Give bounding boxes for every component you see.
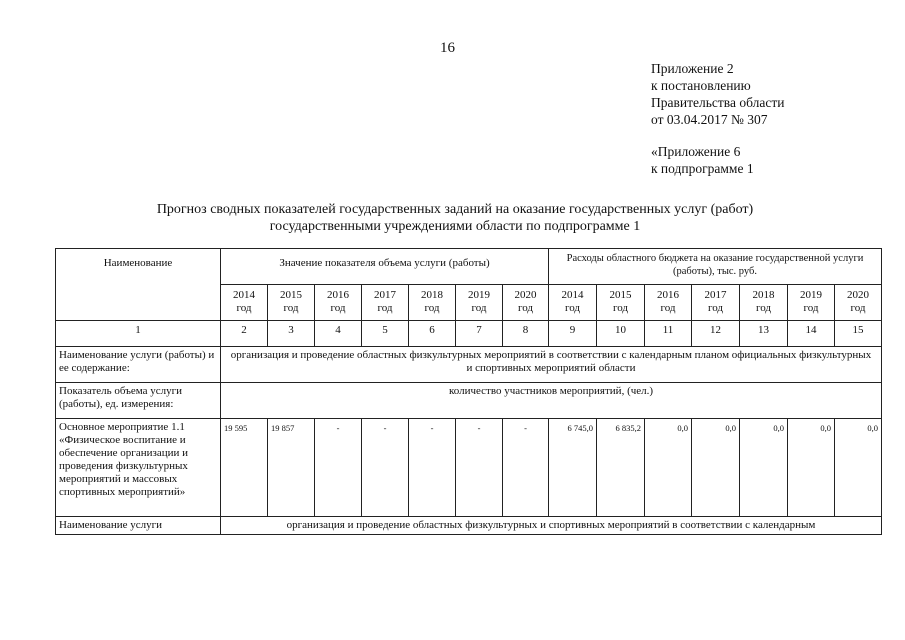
- header-name: Наименование: [56, 249, 221, 321]
- next-service-value: организация и проведение областных физкультурных и спортивных мероприятий в соответствии с календарным: [221, 517, 882, 535]
- year-cell: 2014 год: [549, 285, 597, 321]
- year-cell: 2018 год: [740, 285, 788, 321]
- column-number: 5: [362, 321, 409, 347]
- column-number: 2: [221, 321, 268, 347]
- appendix-reference: [651, 60, 784, 128]
- appendix-line: от 03.04.2017 № 307: [651, 112, 768, 127]
- column-number: 4: [315, 321, 362, 347]
- volume-value: -: [315, 419, 362, 517]
- expense-value: 6 835,2: [597, 419, 645, 517]
- indicator-label: Показатель объема услуги (работы), ед. измерения:: [56, 383, 221, 419]
- expense-value: 0,0: [788, 419, 835, 517]
- indicator-value: количество участников мероприятий, (чел.): [221, 383, 882, 419]
- appendix-line: к постановлению: [651, 78, 751, 93]
- volume-value: -: [362, 419, 409, 517]
- service-name-value: организация и проведение областных физкультурных мероприятий в соответствии с календарным планом официальных физкультурных и спортивных мероприятий области: [221, 347, 882, 383]
- column-number: 9: [549, 321, 597, 347]
- year-cell: 2014 год: [221, 285, 268, 321]
- column-number: 12: [692, 321, 740, 347]
- column-number: 14: [788, 321, 835, 347]
- appendix-line: Приложение 2: [651, 61, 734, 76]
- year-cell: 2020 год: [835, 285, 882, 321]
- expense-value: 0,0: [645, 419, 692, 517]
- year-cell: 2015 год: [268, 285, 315, 321]
- year-cell: 2015 год: [597, 285, 645, 321]
- expense-value: 0,0: [740, 419, 788, 517]
- title-line: государственными учреждениями области по подпрограмме 1: [269, 219, 641, 234]
- column-number: 7: [456, 321, 503, 347]
- expense-value: 0,0: [692, 419, 740, 517]
- column-number-row: [56, 321, 882, 347]
- header-volume: Значение показателя объема услуги (работы): [221, 249, 549, 285]
- next-service-row: [56, 517, 882, 535]
- column-number: 11: [645, 321, 692, 347]
- column-number: 15: [835, 321, 882, 347]
- appendix-line: Правительства области: [651, 95, 785, 110]
- header-expenses: Расходы областного бюджета на оказание государственной услуги (работы), тыс. руб.: [549, 249, 882, 285]
- next-service-label: Наименование услуги: [56, 517, 221, 535]
- expense-value: 6 745,0: [549, 419, 597, 517]
- column-number: 1: [56, 321, 221, 347]
- page-number: 16: [440, 40, 455, 56]
- year-cell: 2020 год: [503, 285, 549, 321]
- document-title: [100, 201, 810, 235]
- activity-label: Основное мероприятие 1.1 «Физическое воспитание и обеспечение организации и проведения физкультурных мероприятий и массовых спортивных мероприятий»: [56, 419, 221, 517]
- service-name-row: [56, 347, 882, 383]
- indicator-row: [56, 383, 882, 419]
- title-line: Прогноз сводных показателей государственных заданий на оказание государственных услуг (работ): [156, 202, 754, 217]
- forecast-table: [55, 248, 882, 535]
- volume-value: 19 857: [268, 419, 315, 517]
- appendix-line: «Приложение 6: [651, 144, 741, 159]
- column-number: 13: [740, 321, 788, 347]
- year-cell: 2016 год: [315, 285, 362, 321]
- year-cell: 2019 год: [788, 285, 835, 321]
- volume-value: -: [503, 419, 549, 517]
- column-number: 3: [268, 321, 315, 347]
- year-cell: 2018 год: [409, 285, 456, 321]
- volume-value: -: [456, 419, 503, 517]
- activity-row: [56, 419, 882, 517]
- year-cell: 2017 год: [362, 285, 409, 321]
- volume-value: 19 595: [221, 419, 268, 517]
- column-number: 6: [409, 321, 456, 347]
- appendix-subprogram-reference: [651, 143, 754, 177]
- year-cell: 2016 год: [645, 285, 692, 321]
- service-name-label: Наименование услуги (работы) и ее содержание:: [56, 347, 221, 383]
- header-row: [56, 249, 882, 285]
- column-number: 8: [503, 321, 549, 347]
- appendix-line: к подпрограмме 1: [651, 161, 754, 176]
- year-cell: 2019 год: [456, 285, 503, 321]
- expense-value: 0,0: [835, 419, 882, 517]
- column-number: 10: [597, 321, 645, 347]
- volume-value: -: [409, 419, 456, 517]
- year-cell: 2017 год: [692, 285, 740, 321]
